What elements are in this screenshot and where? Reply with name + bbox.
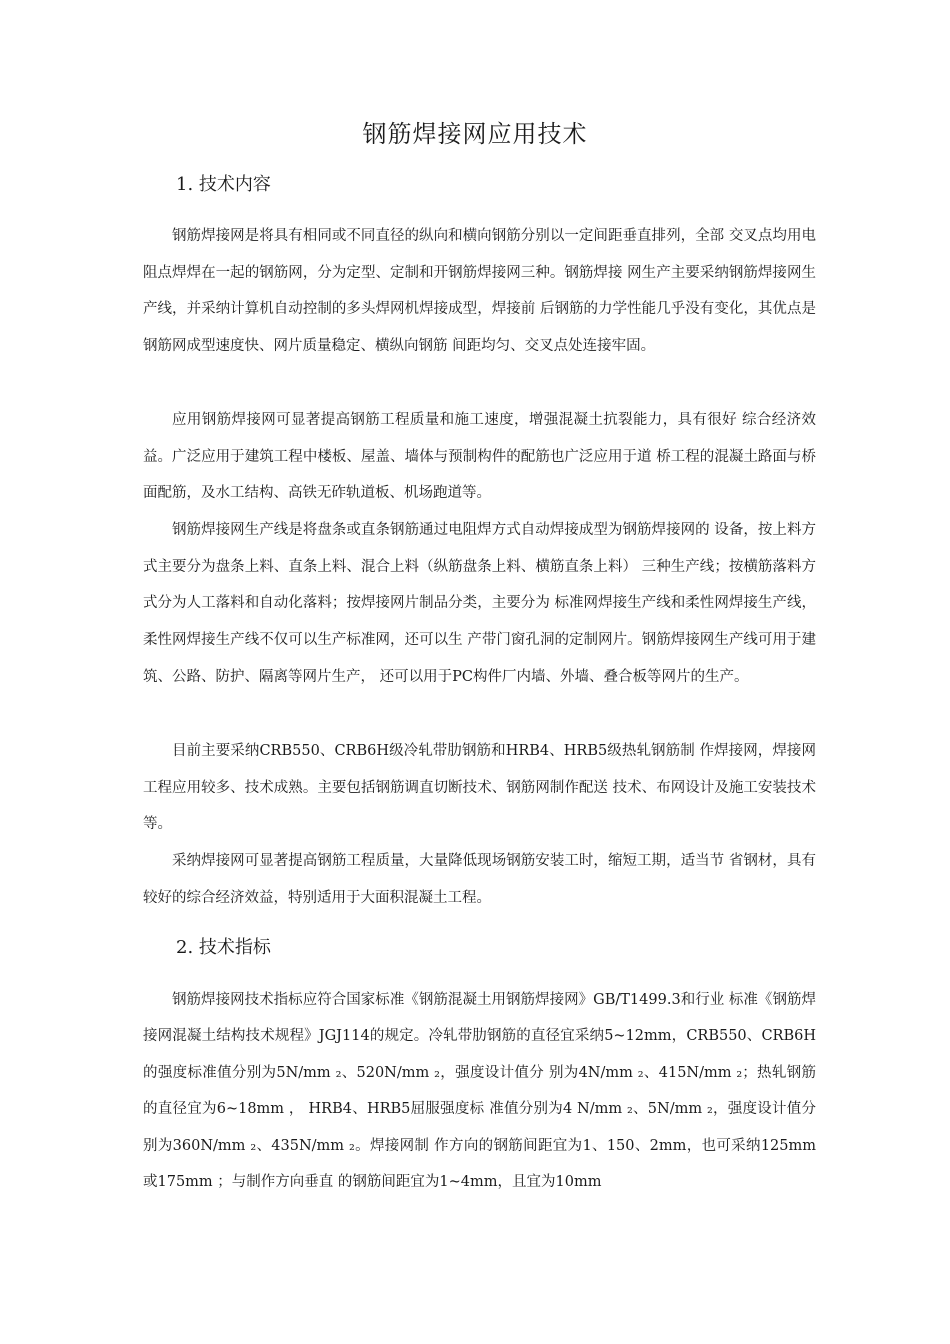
document-title: 钢筋焊接网应用技术	[362, 120, 588, 148]
paragraph: 采纳焊接网可显著提高钢筋工程质量，大量降低现场钢筋安装工时，缩短工期，适当节 省钢材，具有较好的综合经济效益，特别适用于大面积混凝土工程。	[143, 853, 816, 906]
section-heading-tech-indicators: 2. 技术指标	[176, 937, 271, 958]
paragraph: 钢筋焊接网生产线是将盘条或直条钢筋通过电阻焊方式自动焊接成型为钢筋焊接网的 设备，按上料方式主要分为盘条上料、直条上料、混合上料（纵筋盘条上料、横筋直条上料） 三种生产线；按横筋落料方式分为人工落料和自动化落料；按焊接网片制品分类，主要分为 标准网焊接生产线和柔性网焊接生产线，柔性网焊接生产线不仅可以生产标准网，还可以生 产带门窗孔洞的定制网片。钢筋焊接网生产线可用于建筑、公路、防护、隔离等网片生产， 还可以用于PC构件厂内墙、外墙、叠合板等网片的生产。	[143, 522, 816, 685]
paragraph: 应用钢筋焊接网可显著提高钢筋工程质量和施工速度，增强混凝土抗裂能力，具有很好 综合经济效益。广泛应用于建筑工程中楼板、屋盖、墙体与预制构件的配筋也广泛应用于道 桥工程的混凝土路面与桥面配筋，及水工结构、高铁无砟轨道板、机场跑道等。	[143, 412, 816, 502]
section-heading-tech-content: 1. 技术内容	[176, 174, 271, 195]
paragraph: 钢筋焊接网是将具有相同或不同直径的纵向和横向钢筋分别以一定间距垂直排列，全部 交叉点均用电阻点焊焊在一起的钢筋网，分为定型、定制和开钢筋焊接网三种。钢筋焊接 网生产主要采纳钢筋焊接网生产线，并采纳计算机自动控制的多头焊网机焊接成型，焊接前 后钢筋的力学性能几乎没有变化，其优点是钢筋网成型速度快、网片质量稳定、横纵向钢筋 间距均匀、交叉点处连接牢固。	[143, 228, 816, 355]
paragraph: 钢筋焊接网技术指标应符合国家标准《钢筋混凝土用钢筋焊接网》GB/T1499.3和行业 标准《钢筋焊接网混凝土结构技术规程》JGJ114的规定。冷轧带肋钢筋的直径宜采纳5~12mm，CRB550、CRB6H的强度标准值分别为5N/mm ₂、520N/mm ₂，强度设计值分 别为4N/mm ₂、415N/mm ₂；热轧钢筋的直径宜为6~18mm ， HRB4、HRB5屈服强度标 准值分别为4 N/mm ₂、5N/mm ₂，强度设计值分别为360N/mm ₂、435N/mm ₂。焊接网制 作方向的钢筋间距宜为1、150、2mm，也可采纳125mm或175mm ；与制作方向垂直 的钢筋间距宜为1~4mm，且宜为10mm	[143, 992, 816, 1191]
paragraph: 目前主要采纳CRB550、CRB6H级冷轧带肋钢筋和HRB4、HRB5级热轧钢筋制 作焊接网，焊接网工程应用较多、技术成熟。主要包括钢筋调直切断技术、钢筋网制作配送 技术、布网设计及施工安装技术等。	[143, 743, 816, 833]
